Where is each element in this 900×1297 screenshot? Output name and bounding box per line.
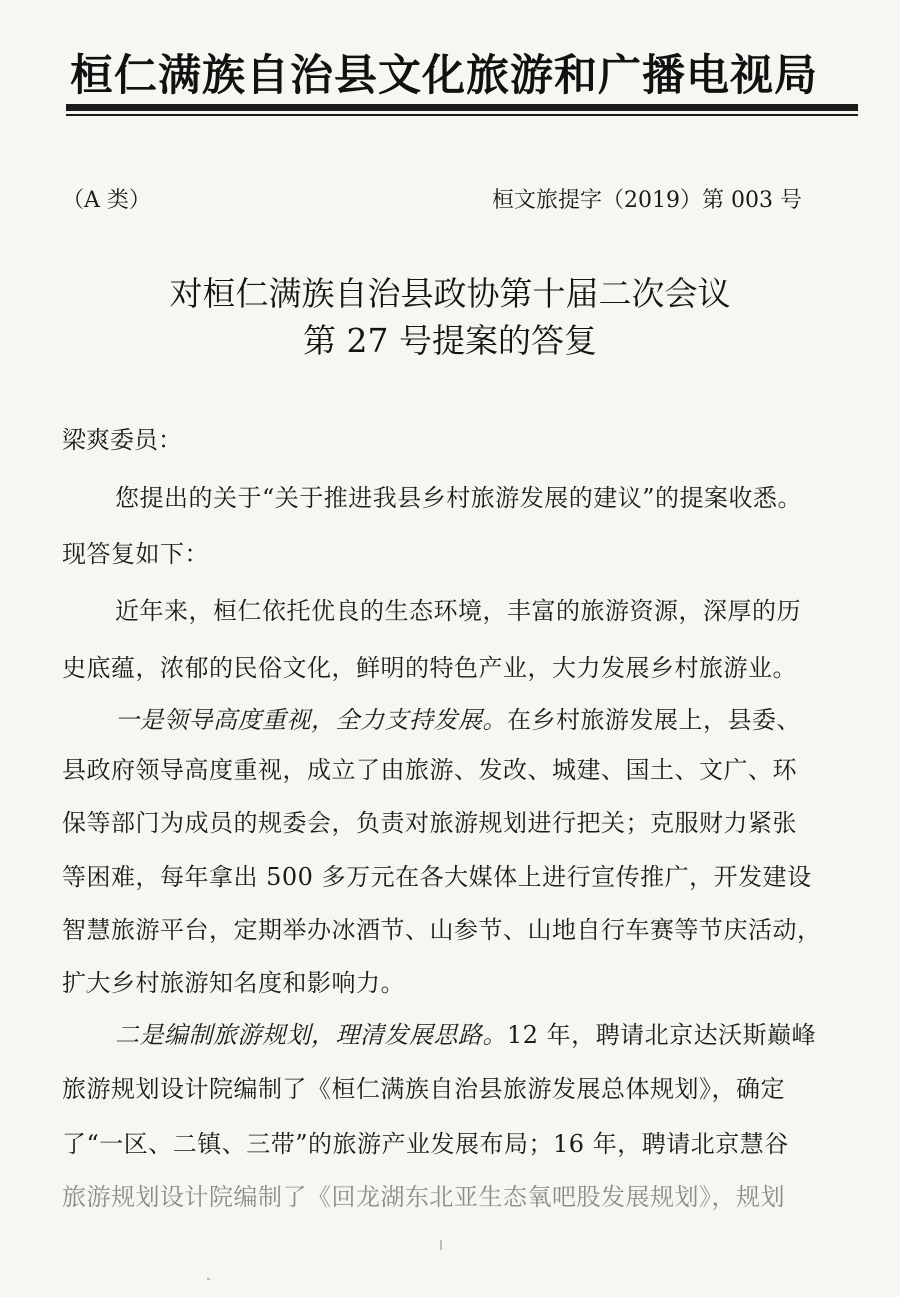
body-paragraph-2-first-line	[115, 1015, 816, 1050]
class-label: （A 类）	[62, 188, 151, 213]
body-line: 县政府领导高度重视，成立了由旅游、发改、城建、国土、文广、环	[62, 756, 797, 784]
salutation: 梁爽委员：	[62, 426, 182, 454]
document-title-line-1: 对桓仁满族自治县政协第十届二次会议	[169, 274, 731, 313]
body-line: 现答复如下：	[62, 540, 209, 568]
body-line: 保等部门为成员的规委会，负责对旅游规划进行把关；克服财力紧张	[62, 809, 797, 837]
letterhead-rule-thin	[66, 114, 858, 116]
body-line: 智慧旅游平台，定期举办冰酒节、山参节、山地自行车赛等节庆活动，	[62, 916, 822, 944]
document-number: 桓文旅提字（2019）第 003 号	[492, 188, 802, 213]
body-line: 在乡村旅游发展上，县委、	[507, 706, 801, 734]
section-heading-2: 二是编制旅游规划，理清发展思路。	[115, 1021, 507, 1049]
body-line-faded: 旅游规划设计院编制了《回龙湖东北亚生态氧吧股发展规划》，规划	[62, 1183, 785, 1211]
body-line: 您提出的关于“关于推进我县乡村旅游发展的建议”的提案收悉。	[115, 484, 803, 512]
body-line: 史底蕴，浓郁的民俗文化，鲜明的特色产业，大力发展乡村旅游业。	[62, 654, 797, 682]
body-line: 扩大乡村旅游知名度和影响力。	[62, 969, 405, 997]
body-line: 近年来，桓仁依托优良的生态环境，丰富的旅游资源，深厚的历	[115, 597, 801, 625]
letterhead-org-name: 桓仁满族自治县文化旅游和广播电视局	[70, 51, 818, 101]
body-line: 等困难，每年拿出 500 多万元在各大媒体上进行宣传推广，开发建设	[62, 863, 812, 891]
body-line: 了“一区、二镇、三带”的旅游产业发展布局；16 年，聘请北京慧谷	[62, 1130, 789, 1158]
section-heading-1: 一是领导高度重视，全力支持发展。	[115, 706, 507, 734]
body-line: 旅游规划设计院编制了《桓仁满族自治县旅游发展总体规划》，确定	[62, 1075, 785, 1103]
body-paragraph-1-first-line	[115, 700, 801, 735]
letterhead-rule-thick	[66, 104, 858, 111]
body-line: 12 年，聘请北京达沃斯巅峰	[507, 1021, 817, 1049]
document-title-line-2: 第 27 号提案的答复	[303, 321, 597, 360]
